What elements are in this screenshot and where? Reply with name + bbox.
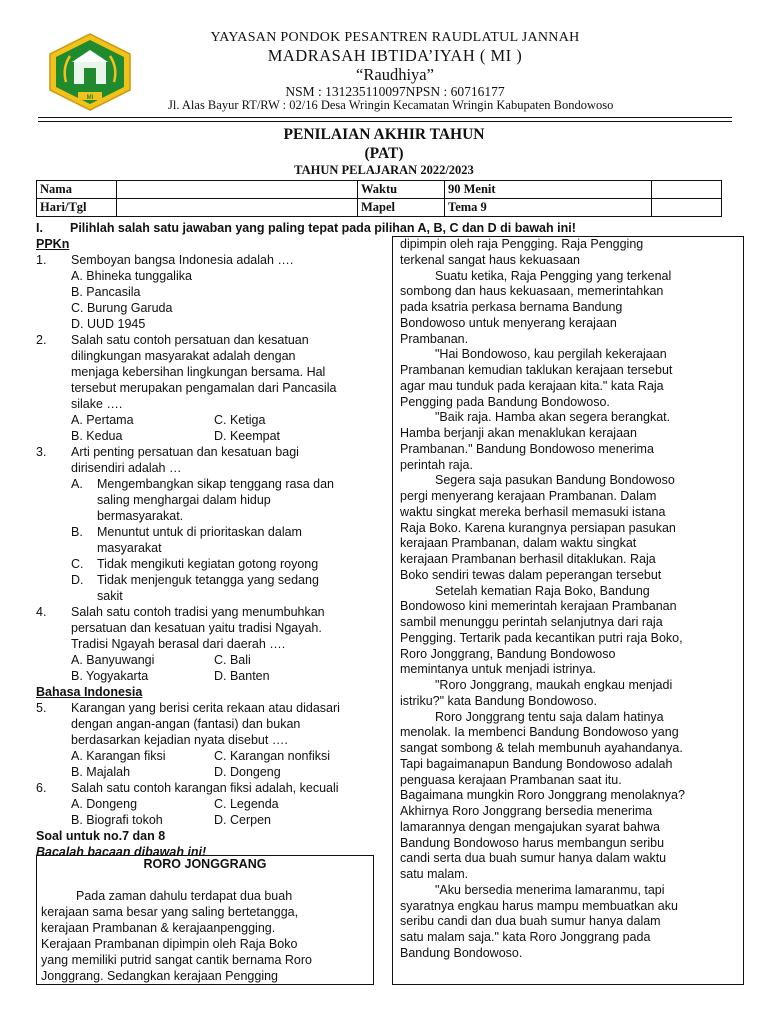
- question-text: Karangan yang berisi cerita rekaan atau didasari: [71, 701, 340, 715]
- story-line: kerajaan Prambanan & kerajaanpengging.: [41, 921, 276, 935]
- mapel-value: Tema 9: [445, 199, 652, 217]
- story-line: kerajaan sama besar yang saling bertetangga,: [41, 905, 299, 919]
- story-line: sombong dan haus kekuasaan, memerintahkan: [400, 284, 664, 299]
- option-c[interactable]: C. Burung Garuda: [71, 301, 173, 315]
- header-divider-thin: [38, 121, 732, 122]
- question-number: 5.: [36, 701, 47, 715]
- story-line: lamarannya dengan mengajukan syarat bahwa: [400, 819, 660, 834]
- story-line: sangat sombong & telah membunuh ayahandanya.: [400, 741, 683, 755]
- story-line: candi serta dua buah sumur hanya dalam waktu: [400, 851, 667, 866]
- story-line: Prambanan.: [400, 331, 469, 346]
- question-text: tersebut merupakan pengamalan dari Pancasila: [71, 381, 337, 395]
- story-line: satu malam.: [400, 867, 469, 881]
- story-line: Prambanan kemudian taklukan kerajaan tersebut: [400, 363, 673, 377]
- option-b[interactable]: B. Majalah: [71, 765, 131, 779]
- story-line: Bondowoso kini memerintah kerajaan Prambanan: [400, 599, 677, 614]
- story-line: Suatu ketika, Raja Pengging yang terkenal: [435, 268, 672, 283]
- story-line: perintah raja.: [400, 457, 473, 472]
- story-line: "Roro Jonggrang, maukah engkau menjadi: [435, 678, 673, 692]
- story-line: "Hai Bondowoso, kau pergilah kekerajaan: [435, 347, 667, 362]
- story-line: Pada zaman dahulu terdapat dua buah: [76, 889, 293, 903]
- question-number: 3.: [36, 445, 47, 459]
- extra-cell: [652, 199, 722, 217]
- option-a-cont: saling menghargai dalam hidup: [97, 493, 271, 507]
- exam-title: PENILAIAN AKHIR TAHUN: [283, 126, 485, 143]
- story-line: Kerajaan Prambanan dipimpin oleh Raja Boko: [41, 937, 298, 951]
- story-line: syaratnya engkau harus mampu membuatkan aku: [400, 898, 678, 913]
- story-line: agar mau tunduk pada kerajaan kita." kata Raja: [400, 378, 664, 393]
- extra-cell: [652, 181, 722, 199]
- story-line: Bandung Bondowoso harus membangun seribu: [400, 835, 665, 850]
- story-line: Hamba berjanji akan menaklukan kerajaan: [400, 426, 637, 440]
- story-line: Raja Boko. Karena kurangnya persiapan pasukan: [400, 520, 676, 535]
- story-line: Pengging. Tertarik pada kecantikan putri raja Boko,: [400, 630, 683, 645]
- option-a[interactable]: A. Banyuwangi: [71, 653, 155, 667]
- question-text: Salah satu contoh karangan fiksi adalah, kecuali: [71, 781, 339, 795]
- school-ids: NSM : 131235110097NPSN : 60716177: [285, 84, 505, 99]
- story-line: sambil menunggu perintah selanjutnya dari raja: [400, 615, 663, 629]
- story-line: dipimpin oleh raja Pengging. Raja Pengging: [400, 237, 644, 251]
- option-a[interactable]: A. Dongeng: [71, 797, 138, 811]
- foundation-name: YAYASAN PONDOK PESANTREN RAUDLATUL JANNAH: [210, 30, 580, 45]
- story-line: Akhirnya Roro Jonggrang bersedia menerima: [400, 804, 653, 818]
- question-text: dengan angan-angan (fantasi) dan bukan: [71, 717, 301, 731]
- question-number: 2.: [36, 333, 47, 347]
- option-b-cont: masyarakat: [97, 541, 162, 555]
- story-line: yang memiliki putrid sangat cantik bernama Roro: [41, 953, 312, 967]
- option-c[interactable]: Tidak mengikuti kegiatan gotong royong: [97, 557, 319, 571]
- story-line: Pengging pada Bandung Bondowoso.: [400, 394, 610, 409]
- story-line: Prambanan." Bandung Bondowoso menerima: [400, 441, 654, 456]
- reading-note: Soal untuk no.7 dan 8: [36, 829, 166, 843]
- nama-label: Nama: [37, 181, 117, 199]
- option-d-cont: sakit: [97, 589, 123, 603]
- logo-caption: MI: [86, 95, 94, 101]
- option-d[interactable]: Tidak menjenguk tetangga yang sedang: [97, 573, 319, 587]
- option-b[interactable]: Menuntut untuk di prioritaskan dalam: [97, 525, 302, 539]
- option-b[interactable]: B. Pancasila: [71, 285, 141, 299]
- story-line: Tapi bagaimanapun Bandung Bondowoso adalah: [400, 756, 673, 771]
- question-text: Salah satu contoh tradisi yang menumbuhkan: [71, 605, 325, 619]
- question-text: dirisendiri adalah …: [71, 461, 182, 475]
- option-b[interactable]: B. Biografi tokoh: [71, 813, 163, 827]
- option-b[interactable]: B. Kedua: [71, 429, 123, 443]
- school-nickname: “Raudhiya”: [356, 65, 434, 84]
- header-divider: [38, 117, 732, 118]
- story-line: "Baik raja. Hamba akan segera berangkat.: [435, 410, 671, 425]
- question-number: 6.: [36, 781, 47, 795]
- option-a-cont: bermasyarakat.: [97, 509, 184, 523]
- option-c[interactable]: C. Ketiga: [214, 413, 266, 427]
- hari-label: Hari/Tgl: [37, 199, 117, 217]
- story-line: Segera saja pasukan Bandung Bondowoso: [435, 473, 675, 488]
- story-line: pada ksatria perkasa bernama Bandung: [400, 300, 623, 314]
- story-line: waktu singkat mereka berhasil memasuki istana: [400, 504, 666, 519]
- story-title: RORO JONGGRANG: [143, 857, 267, 871]
- hari-field[interactable]: [117, 199, 358, 217]
- question-text: silake ….: [71, 397, 123, 411]
- story-line: penguasa kerajaan Prambanan saat itu.: [400, 772, 622, 787]
- question-number: 1.: [36, 253, 47, 267]
- mapel-label: Mapel: [358, 199, 445, 217]
- story-line: satu malam saja." kata Roro Jonggrang pada: [400, 930, 651, 944]
- question-text: Tradisi Ngayah berasal dari daerah ….: [71, 637, 286, 651]
- instruction: [36, 221, 576, 235]
- story-line: Roro Jonggrang tentu saja dalam hatinya: [435, 709, 664, 724]
- school-address: Jl. Alas Bayur RT/RW : 02/16 Desa Wringin Kecamatan Wringin Kabupaten Bondowoso: [168, 98, 614, 112]
- instruction-number: I.: [36, 221, 43, 235]
- nama-field[interactable]: [117, 181, 358, 199]
- option-letter: D.: [71, 573, 84, 587]
- question-text: Salah satu contoh persatuan dan kesatuan: [71, 333, 309, 347]
- question-text: dilingkungan masyarakat adalah dengan: [71, 349, 296, 363]
- section-ppkn: PPKn: [36, 237, 70, 251]
- school-name: MADRASAH IBTIDA’IYAH ( MI ): [267, 46, 523, 65]
- exam-abbr: (PAT): [364, 145, 404, 162]
- option-letter: C.: [71, 557, 84, 571]
- reading-instruction: Bacalah bacaan dibawah ini!: [36, 845, 207, 859]
- option-c[interactable]: C. Bali: [214, 653, 251, 667]
- option-letter: A.: [71, 477, 83, 491]
- option-b[interactable]: B. Yogyakarta: [71, 669, 149, 683]
- question-text: menjaga kebersihan lingkungan bersama. Hal: [71, 365, 326, 379]
- option-d[interactable]: D. Keempat: [214, 429, 281, 443]
- option-a[interactable]: Mengembangkan sikap tenggang rasa dan: [97, 477, 334, 491]
- question-text: persatuan dan kesatuan yaitu tradisi Ngayah.: [71, 621, 322, 635]
- story-line: memintanya untuk menjadi istrinya.: [400, 662, 596, 677]
- story-line: seribu candi dan dua buah sumur hanya dalam: [400, 914, 661, 929]
- option-letter: B.: [71, 525, 83, 539]
- option-d[interactable]: D. Banten: [214, 669, 270, 683]
- question-number: 4.: [36, 605, 47, 619]
- section-bahasa-indonesia: Bahasa Indonesia: [36, 685, 143, 699]
- option-a[interactable]: A. Pertama: [71, 413, 134, 427]
- waktu-value: 90 Menit: [445, 181, 652, 199]
- story-line: Setelah kematian Raja Boko, Bandung: [435, 583, 650, 598]
- school-logo: [44, 32, 136, 112]
- story-line: Bondowoso untuk menyerang kerajaan: [400, 315, 617, 330]
- option-a[interactable]: A. Bhineka tunggalika: [71, 269, 192, 283]
- story-line: Bandung Bondowoso.: [400, 945, 523, 960]
- student-info-table: [36, 180, 722, 217]
- story-line: terkenal sangat haus kekuasaan: [400, 252, 580, 267]
- option-d[interactable]: D. Dongeng: [214, 765, 281, 779]
- story-line: Boko sendiri tewas dalam peperangan tersebut: [400, 567, 662, 582]
- story-line: istriku?" kata Bandung Bondowoso.: [400, 693, 597, 708]
- waktu-label: Waktu: [358, 181, 445, 199]
- option-a[interactable]: A. Karangan fiksi: [71, 749, 166, 763]
- story-line: Bagaimana mungkin Roro Jonggrang menolaknya?: [400, 788, 685, 803]
- exam-year: TAHUN PELAJARAN 2022/2023: [294, 163, 474, 177]
- story-line: Jonggrang. Sedangkan kerajaan Pengging: [41, 969, 278, 983]
- story-line: kerajaan Prambanan, dalam waktu singkat: [400, 536, 637, 551]
- story-line: menolak. Ia membenci Bandung Bondowoso yang: [400, 725, 679, 740]
- question-text: Semboyan bangsa Indonesia adalah ….: [71, 253, 294, 267]
- question-text: Arti penting persatuan dan kesatuan bagi: [71, 445, 299, 459]
- option-d[interactable]: D. UUD 1945: [71, 317, 146, 331]
- option-c[interactable]: C. Karangan nonfiksi: [214, 749, 331, 763]
- question-text: berdasarkan kejadian nyata disebut ….: [71, 733, 288, 747]
- option-c[interactable]: C. Legenda: [214, 797, 279, 811]
- instruction-text: Pilihlah salah satu jawaban yang paling tepat pada pilihan A, B, C dan D di bawah ini!: [70, 221, 576, 235]
- option-d[interactable]: D. Cerpen: [214, 813, 271, 827]
- story-line: pergi menyerang kerajaan Prambanan. Dalam: [400, 489, 657, 503]
- story-line: kerajaan Prambanan berhasil ditaklukan. Raja: [400, 552, 656, 566]
- story-line: Roro Jonggrang, Bandung Bondowoso: [400, 646, 616, 661]
- story-line: "Aku bersedia menerima lamaranmu, tapi: [435, 882, 665, 897]
